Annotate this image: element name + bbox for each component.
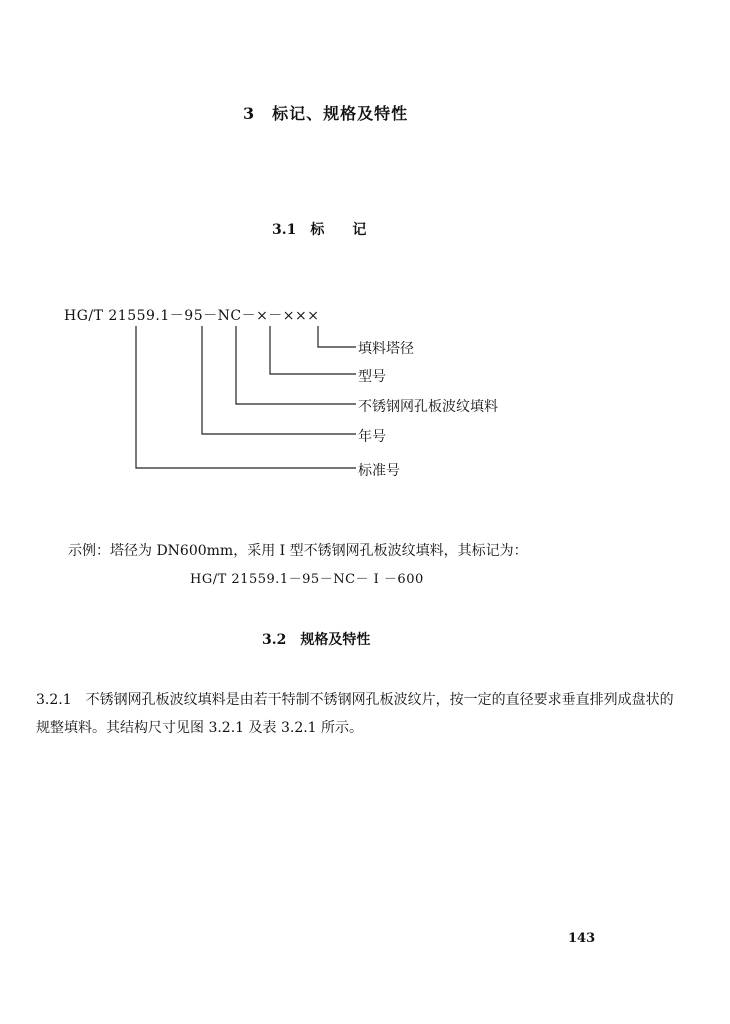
example-text: 示例：塔径为 DN600mm，采用 Ⅰ 型不锈钢网孔板波纹填料，其标记为：: [68, 543, 528, 559]
clause-3-2-1: 3.2.1 不锈钢网孔板波纹填料是由若干特制不锈钢网孔板波纹片，按一定的直径要求垂直排列成盘状的规整填料。其结构尺寸见图 3.2.1 及表 3.2.1 所示。: [36, 692, 674, 736]
leader-year: [202, 326, 356, 434]
leader-tower-diameter: [318, 326, 356, 347]
example-code: HG/T 21559.1－95－NC－ Ⅰ －600: [190, 572, 424, 587]
label-tower-diameter: 填料塔径: [358, 341, 414, 357]
leader-packing: [236, 326, 356, 404]
marking-code: HG/T 21559.1－95－NC－×－×××: [64, 308, 320, 324]
section-title: 3 标记、规格及特性: [243, 104, 409, 123]
label-model: 型号: [358, 369, 386, 385]
subsection-title-marking: 3.1 标 记: [272, 222, 367, 238]
label-packing: 不锈钢网孔板波纹填料: [358, 399, 498, 415]
label-standard: 标准号: [358, 463, 400, 479]
page-number: 143: [568, 931, 596, 946]
subsection-title-specs: 3.2 规格及特性: [262, 632, 371, 648]
label-year: 年号: [358, 429, 386, 445]
leader-model: [270, 326, 356, 374]
